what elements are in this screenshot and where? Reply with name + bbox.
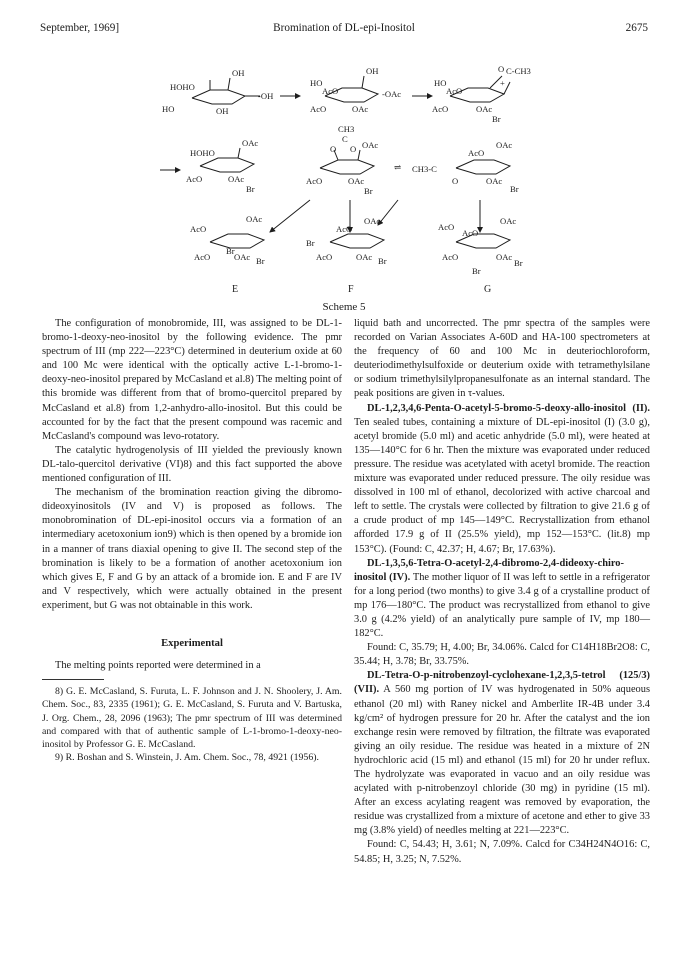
molecule-acetoxonium-1 bbox=[432, 64, 531, 124]
compound-body: The mother liquor of II was left to settle in a refrigerator for a long period (two months) to give 3.4 g of a crystalline product of mp 176—180°C. The product was recrystallized from ethanol to give 3.0 g (4.2% yield) of an analytically pure sample of IV, mp 180—182°C. bbox=[354, 571, 650, 640]
svg-text:AcO: AcO bbox=[468, 148, 485, 158]
molecule-F bbox=[306, 216, 387, 266]
svg-text:OAc: OAc bbox=[356, 252, 373, 262]
svg-text:O: O bbox=[350, 144, 357, 154]
svg-text:OAc: OAc bbox=[496, 252, 513, 262]
label-G: G bbox=[484, 284, 492, 295]
svg-text:AcO: AcO bbox=[462, 228, 479, 238]
svg-text:AcO: AcO bbox=[306, 176, 323, 186]
svg-text:AcO: AcO bbox=[190, 224, 207, 234]
svg-text:Br: Br bbox=[510, 184, 519, 194]
right-column bbox=[354, 317, 650, 867]
molecule-intermediate-left bbox=[186, 138, 258, 194]
section-title: Experimental bbox=[161, 637, 223, 649]
svg-text:Br: Br bbox=[256, 256, 265, 266]
svg-text:AcO: AcO bbox=[194, 252, 211, 262]
paragraph: The catalytic hydrogenolysis of III yielded the previously known DL-talo-quercitol derivative (VI)8) and this fact supported the above mentioned configuration of III. bbox=[42, 444, 342, 485]
svg-text:OAc: OAc bbox=[234, 252, 251, 262]
svg-text:AcO: AcO bbox=[438, 222, 455, 232]
svg-text:OAc: OAc bbox=[364, 216, 381, 226]
svg-text:OH: OH bbox=[216, 106, 229, 116]
svg-text:AcO: AcO bbox=[336, 224, 353, 234]
svg-text:Br: Br bbox=[472, 266, 481, 276]
compound-3 bbox=[354, 669, 650, 838]
compound-1 bbox=[354, 402, 650, 557]
svg-text:O: O bbox=[452, 176, 459, 186]
reference-item: 9) R. Boshan and S. Winstein, J. Am. Chem. Soc., 78, 4921 (1956). bbox=[55, 752, 319, 764]
svg-text:CH3-C: CH3-C bbox=[412, 164, 437, 174]
svg-text:O: O bbox=[330, 144, 337, 154]
svg-text:OAc: OAc bbox=[496, 140, 513, 150]
compound-body: Ten sealed tubes, containing a mixture of DL-epi-inositol (I) (3.0 g), acetyl bromide (5.0 ml) and acetic anhydride (5.0 ml), were heated at 135—140°C for 6 hr. Then the mixture was evaporated under reduced pressure. The residue was acetylated with acetyl bromide. The reaction mixture was evaporated under reduced pressure. The oily residue was dissolved in 100 ml of ethanol, decolorized with active charcoal and left to settle. The crystals were collected by filtration to give 21.6 g of a crude product of mp 145—149°C. Recrystallization from ethanol afforded 17.9 g of II (25.5% yield), mp 152—153°C. (lit.8) mp 153°C). (Found: C, 42.37; H, 4.67; Br, 17.63%). bbox=[354, 416, 650, 555]
svg-text:OAc: OAc bbox=[242, 138, 259, 148]
svg-text:AcO: AcO bbox=[322, 86, 339, 96]
page-number: 2675 bbox=[625, 22, 648, 34]
svg-text:AcO: AcO bbox=[432, 104, 449, 114]
svg-text:OAc: OAc bbox=[486, 176, 503, 186]
svg-text:-OAc: -OAc bbox=[382, 89, 402, 99]
compound-title: DL-1,2,3,4,6-Penta-O-acetyl-5-bromo-5-deoxy-allo-inositol (II). bbox=[367, 402, 650, 414]
compound-2 bbox=[354, 557, 650, 642]
svg-text:OAc: OAc bbox=[476, 104, 493, 114]
svg-text:OH: OH bbox=[232, 68, 245, 78]
svg-text:HO: HO bbox=[310, 78, 323, 88]
svg-text:AcO: AcO bbox=[316, 252, 333, 262]
compound-title: DL-1,3,5,6-Tetra-O-acetyl-2,4-dibromo-2,4-dideoxy-chiro-inositol (IV). bbox=[354, 557, 624, 583]
molecule-acetoxonium-3 bbox=[412, 140, 519, 194]
svg-text:Br: Br bbox=[246, 184, 255, 194]
molecule-E bbox=[190, 214, 265, 266]
svg-text:Br: Br bbox=[514, 258, 523, 268]
svg-text:AcO: AcO bbox=[310, 104, 327, 114]
equilibrium-arrow: ⇌ bbox=[394, 162, 402, 172]
left-column bbox=[42, 317, 342, 764]
svg-text:Br: Br bbox=[492, 114, 501, 124]
svg-text:Br: Br bbox=[378, 256, 387, 266]
svg-text:Br: Br bbox=[364, 186, 373, 196]
paragraph: liquid bath and uncorrected. The pmr spectra of the samples were recorded on Varian Associates A-60D and HA-100 spectrometers at the frequency of 60 and 100 Mc in deuteriochloroform, deuteriodimethylsulfoxide or deuterium oxide with tetramethylsilane or sodium trimethylsilylpropanesulfonate as an internal standard. The peak positions are given in τ-values. bbox=[354, 318, 650, 400]
svg-text:AcO: AcO bbox=[442, 252, 459, 262]
footnote-rule bbox=[42, 679, 104, 680]
compound-title: DL-Tetra-O-p-nitrobenzoyl-cyclohexane-1,2,3,5-tetrol (125/3) (VII). bbox=[354, 670, 650, 696]
svg-text:OAc: OAc bbox=[500, 216, 517, 226]
label-F: F bbox=[348, 284, 354, 295]
scheme-caption: Scheme 5 bbox=[322, 301, 366, 313]
compound-body: A 560 mg portion of IV was hydrogenated in 50% aqueous ethanol (20 ml) with Raney nickel and Amberlite IR-4B under 3.4 kg/cm² of hydrogen pressure for 20 hr. After the catalyst and the ion exchange resin were removed by filtration, the filtrate was evaporated giving an oily residue. The residue was heated in a mixture of 2N hydrochloric acid (15 ml) and ethanol (15 ml) for 20 hr under reflux. The hydrolyzate was evaporated in vacuo and an oily residue was acylated with p-nitrobenzoyl chloride (30 mg) in pyridine (15 ml). After an excess acylating reagent was removed by evaporation, the residue was crystallized from a mixture of acetone and ether to give 33 mg (3.8% yield) of needles melting at 221—223°C. bbox=[354, 684, 650, 837]
svg-text:-OH: -OH bbox=[258, 91, 274, 101]
svg-text:HO: HO bbox=[434, 78, 447, 88]
svg-text:Br: Br bbox=[306, 238, 315, 248]
paragraph: The mechanism of the bromination reaction giving the dibromo-dideoxyinositols (IV and V) is proposed as follows. The monobromination of DL-epi-inositol occurs via a formation of an intermediary acetoxonium ion9) which is then opened by a bromide ion in a manner of trans diaxial opening to give II. The second step of the bromination is likely to be a formation of another acetoxonium ion which gives E, F and G by an attack of a bromide ion. E and F are IV and V respectively, which were actually obtained in the present experiment, but G was not obtainable in this work. bbox=[42, 487, 342, 611]
label-E: E bbox=[232, 284, 239, 295]
references bbox=[42, 685, 342, 764]
svg-text:C: C bbox=[342, 134, 348, 144]
paragraph: The configuration of monobromide, III, was assigned to be DL-1-bromo-1-deoxy-neo-inositol by the following evidence. The pmr spectrum of III (mp 222—223°C) determined in deuterium oxide at 60 and 100 Mc were identical with the optically active L-1-bromo-1-deoxy-neo-inositol prepared by McCasland et al.8) The melting point of this bromide was different from that of bromo-quercitol prepared by McCasland et al.8) from 1,2-anhydro-allo-inositol. But this could be accounted for by the fact that the present compound was racemic and McCasland's compound was levo-rotatory. bbox=[42, 318, 342, 442]
running-title: Bromination of DL-epi-Inositol bbox=[273, 22, 415, 34]
svg-text:OAc: OAc bbox=[352, 104, 369, 114]
svg-text:HOHO: HOHO bbox=[170, 82, 195, 92]
molecule-acetylated bbox=[310, 66, 401, 114]
svg-text:AcO: AcO bbox=[446, 86, 463, 96]
molecule-epi-inositol bbox=[162, 68, 273, 116]
svg-text:O: O bbox=[498, 64, 505, 74]
analysis: Found: C, 54.43; H, 3.61; N, 7.09%. Calcd for C34H24N4O16: C, 54.85; H, 3.25; N, 7.52%. bbox=[354, 839, 650, 865]
svg-text:OAc: OAc bbox=[348, 176, 365, 186]
svg-text:OAc: OAc bbox=[362, 140, 379, 150]
svg-text:AcO: AcO bbox=[186, 174, 203, 184]
svg-text:HO: HO bbox=[162, 104, 175, 114]
svg-text:OAc: OAc bbox=[228, 174, 245, 184]
reaction-scheme bbox=[150, 60, 570, 300]
svg-text:OH: OH bbox=[366, 66, 379, 76]
svg-text:HOHO: HOHO bbox=[190, 148, 215, 158]
svg-text:+: + bbox=[500, 78, 505, 88]
header-left: September, 1969] bbox=[40, 22, 120, 34]
svg-text:C-CH3: C-CH3 bbox=[506, 66, 531, 76]
reference-item: 8) G. E. McCasland, S. Furuta, L. F. Johnson and J. N. Shoolery, J. Am. Chem. Soc., 83, 2335 (1961); G. E. McCasland, S. Furuta and V. Bartuska, J. Org. Chem., 28, 2096 (1963); The pmr spectrum of III was determined and compared with that of authentic sample of L-1-bromo-1-deoxy-neo-inositol by Professor G. E. McCasland. bbox=[42, 686, 342, 750]
analysis: Found: C, 35.79; H, 4.00; Br, 34.06%. Calcd for C14H18Br2O8: C, 35.44; H, 3.78; Br, 33.75%. bbox=[354, 642, 650, 668]
svg-text:OAc: OAc bbox=[246, 214, 263, 224]
svg-text:CH3: CH3 bbox=[338, 124, 355, 134]
svg-text:Br: Br bbox=[226, 246, 235, 256]
paragraph: The melting points reported were determined in a bbox=[55, 660, 261, 672]
molecule-acetoxonium-2 bbox=[306, 124, 378, 196]
